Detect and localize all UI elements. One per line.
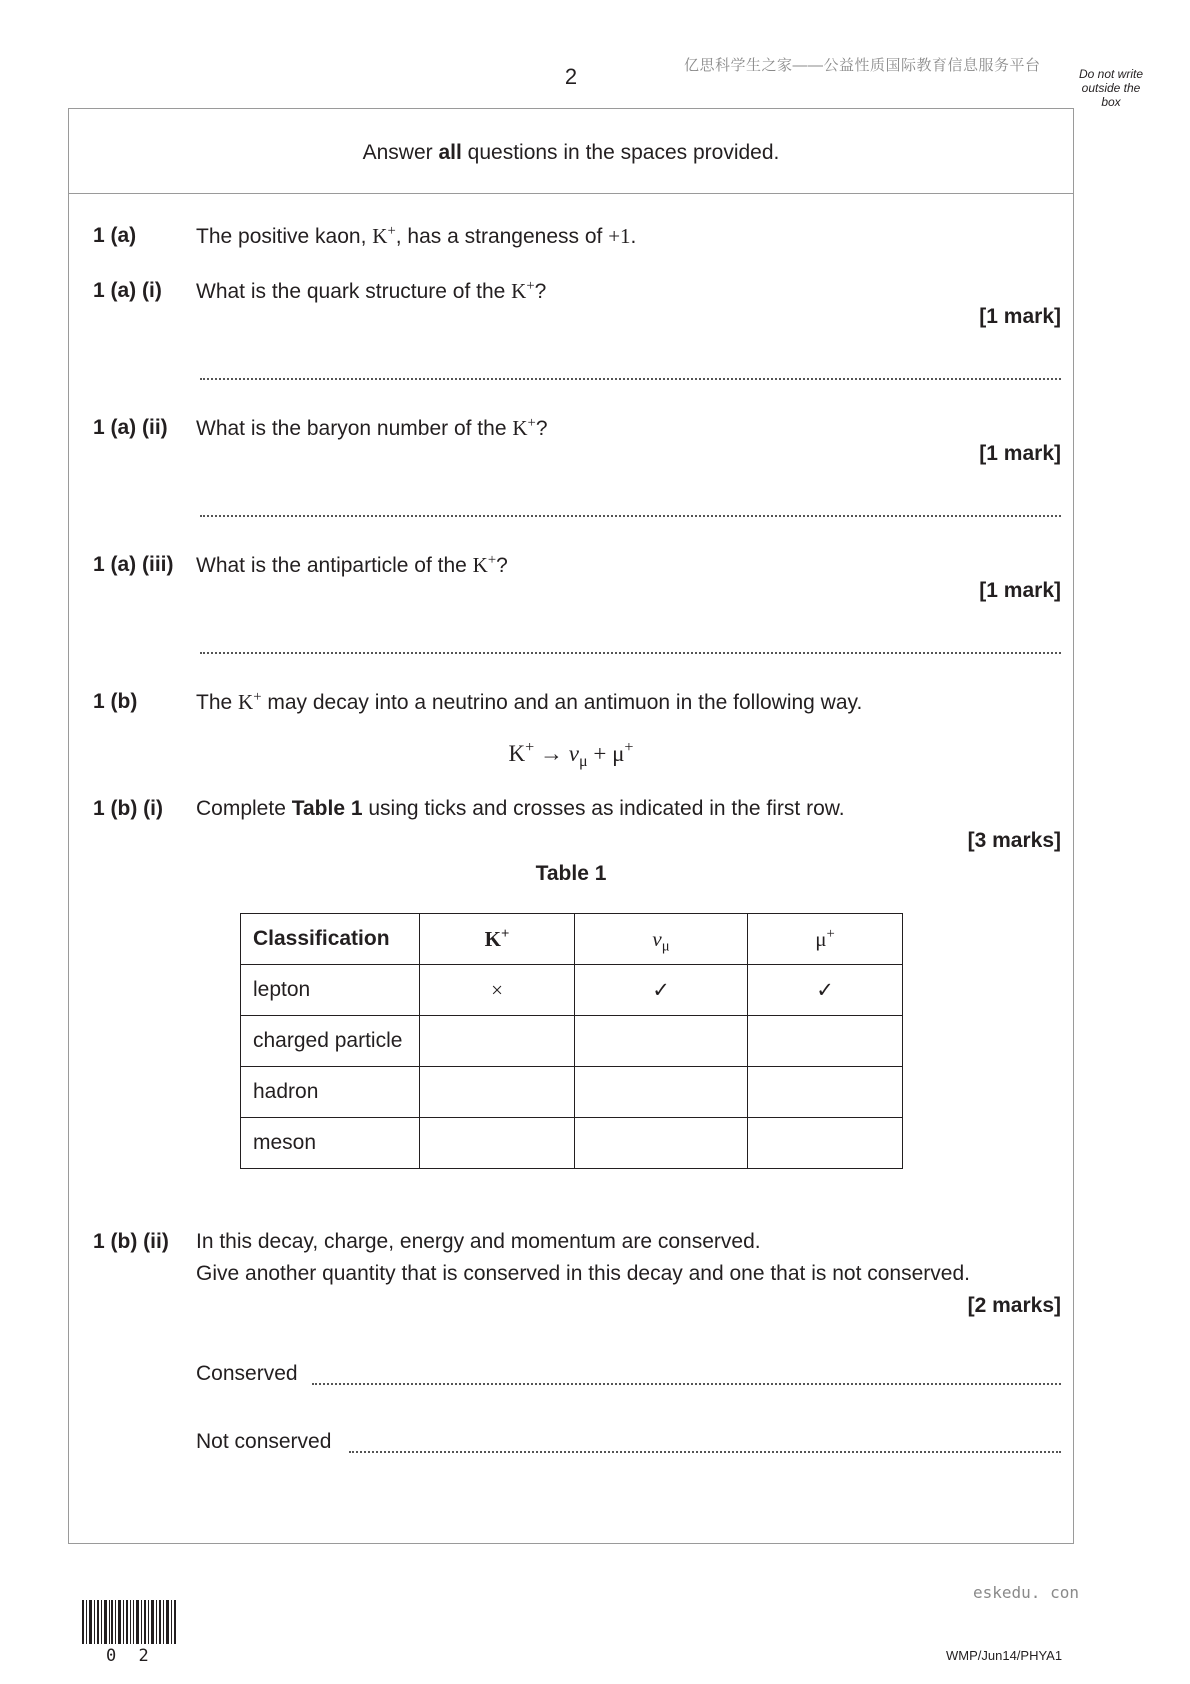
mark-1bi: [3 marks] [967,829,1061,852]
classification-table [240,913,903,1169]
question-text-1bi [196,797,845,821]
row-label-charged-particle: charged particle [241,1016,420,1067]
q1aiii-post: ? [496,554,508,577]
answer-line-1aii[interactable] [200,515,1061,517]
cross-icon: × [420,965,575,1016]
paper-reference: WMP/Jun14/PHYA1 [946,1648,1063,1663]
header-kaon-symbol: K [484,926,501,951]
question-number-1bi: 1 (b) (i) [93,797,163,820]
mark-1ai: [1 mark] [979,305,1061,328]
header-kaon [420,914,575,965]
q1aii-particle: K [512,416,528,440]
table-row [241,1118,903,1169]
answer-cell[interactable] [575,1016,748,1067]
header-neutrino-symbol: ν [652,926,662,951]
answer-line-1ai[interactable] [200,378,1061,380]
eq-neutrino: ν [568,741,579,766]
question-number-1a: 1 (a) [93,224,137,247]
answer-cell[interactable] [420,1118,575,1169]
mark-1aii: [1 mark] [979,442,1061,465]
table-row [241,1016,903,1067]
eq-plus: + [587,741,613,766]
tick-icon: ✓ [748,965,903,1016]
header-antimuon [748,914,903,965]
q1a-value: +1 [608,224,631,248]
page-number: 2 [564,64,578,89]
q1aii-pre: What is the baryon number of the [196,417,513,440]
eq-muon: μ [612,741,625,766]
not-conserved-answer-line[interactable] [349,1451,1061,1453]
answer-cell[interactable] [748,1067,903,1118]
site-mark: eskedu. con [973,1583,1079,1602]
mark-1aiii: [1 mark] [979,579,1061,602]
table-header-row [241,914,903,965]
tick-icon: ✓ [575,965,748,1016]
table-row [241,1067,903,1118]
question-text-1ai [196,279,546,304]
instruction [68,141,1074,165]
instruction-post: questions in the spaces provided. [461,141,780,164]
header-kaon-charge: + [500,925,510,942]
q1a-pre: The positive kaon, [196,225,373,248]
q1b-particle: K [238,690,254,714]
margin-note: Do not write outside the box [1078,67,1144,109]
q1a-post: , has a strangeness of [395,225,609,248]
question-number-1aii: 1 (a) (ii) [93,416,168,439]
header-antimuon-charge: + [826,925,835,942]
question-number-1b: 1 (b) [93,690,138,713]
question-number-1aiii: 1 (a) (iii) [93,553,174,576]
question-text-1aii [196,416,548,441]
q1bi-bold: Table 1 [291,797,363,820]
q1a-particle [372,224,395,248]
answer-cell[interactable] [748,1016,903,1067]
eq-arrow: → [534,741,569,766]
watermark-text: 亿思科学生之家——公益性质国际教育信息服务平台 [684,57,1041,74]
box-divider [68,193,1074,194]
header-antimuon-symbol: μ [815,926,827,951]
row-label-hadron: hadron [241,1067,420,1118]
q1ai-pre: What is the quark structure of the [196,280,512,303]
instruction-pre: Answer [362,141,439,164]
eq-kaon: K [508,741,526,766]
q1b-post: may decay into a neutrino and an antimuon in the following way. [261,691,863,714]
q1b-charge: + [253,688,262,705]
question-text-1b [196,690,862,715]
answer-box-frame [68,108,1074,1544]
q1a-end: . [630,225,637,248]
q1bi-pre: Complete [196,797,292,820]
barcode-icon [82,1600,178,1644]
q1bi-post: using ticks and crosses as indicated in the first row. [362,797,845,820]
answer-cell[interactable] [420,1067,575,1118]
q1ai-post: ? [534,280,547,303]
eq-muon-charge: + [624,739,634,757]
q1aii-post: ? [535,417,548,440]
q1ai-particle: K [511,279,527,303]
answer-line-1aiii[interactable] [200,652,1061,654]
question-number-1bii: 1 (b) (ii) [93,1230,169,1253]
header-neutrino [575,914,748,965]
q1aii-charge: + [527,414,536,431]
eq-kaon-charge: + [525,739,535,757]
q1a-particle-charge: + [387,222,396,239]
answer-cell[interactable] [575,1118,748,1169]
conserved-label: Conserved [196,1362,298,1385]
instruction-bold: all [438,141,462,164]
question-text-1a [196,224,636,249]
header-classification: Classification [241,914,420,965]
q1aiii-pre: What is the antiparticle of the [196,554,473,577]
answer-cell[interactable] [575,1067,748,1118]
row-label-lepton: lepton [241,965,420,1016]
q1ai-charge: + [526,277,535,294]
not-conserved-label: Not conserved [196,1430,332,1453]
decay-equation [0,739,1142,770]
barcode-digits: 0 2 [106,1646,155,1666]
conserved-answer-line[interactable] [312,1383,1061,1385]
q1aiii-charge: + [487,551,497,568]
q1b-pre: The [196,691,239,714]
answer-cell[interactable] [748,1118,903,1169]
q1a-particle-symbol: K [372,224,388,248]
question-text-1bii-line2: Give another quantity that is conserved in this decay and one that is not conserved. [196,1262,970,1285]
eq-neutrino-sub: μ [578,752,588,770]
question-text-1bii-line1: In this decay, charge, energy and momentum are conserved. [196,1230,761,1253]
table-title: Table 1 [535,862,607,885]
answer-cell[interactable] [420,1016,575,1067]
mark-1bii: [2 marks] [967,1294,1061,1317]
table-row [241,965,903,1016]
row-label-meson: meson [241,1118,420,1169]
q1aiii-particle: K [472,553,488,577]
question-text-1aiii [196,553,508,578]
question-number-1ai: 1 (a) (i) [93,279,162,302]
header-neutrino-sub: μ [661,937,670,954]
